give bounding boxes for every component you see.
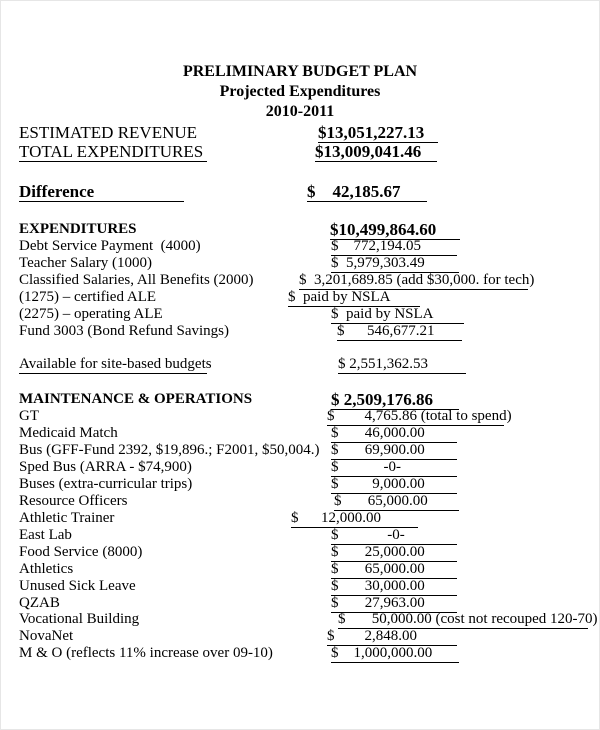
expenditure-item-value: $ 546,677.21 (337, 323, 435, 339)
expenditures-value-underline (315, 161, 437, 162)
site-based-label: Available for site-based budgets (19, 356, 212, 372)
maintenance-item-value: $ 2,848.00 (327, 628, 417, 644)
difference-value: $ 42,185.67 (307, 182, 401, 201)
maintenance-item-label: Vocational Building (19, 611, 140, 627)
document-subtitle: Projected Expenditures (219, 83, 381, 100)
expenditure-item-label: (2275) – operating ALE (19, 306, 163, 322)
expenditure-item-label: Debt Service Payment (4000) (19, 238, 201, 254)
maintenance-item-label: East Lab (19, 527, 72, 543)
site-based-value-underline (338, 373, 466, 374)
maintenance-item-label: Athletic Trainer (19, 510, 115, 526)
expenditures-label-underline (19, 161, 207, 162)
fiscal-year: 2010-2011 (265, 103, 335, 120)
maintenance-item-value: $ 9,000.00 (331, 476, 425, 492)
site-based-value: $ 2,551,362.53 (338, 356, 428, 372)
maintenance-item-label: QZAB (19, 595, 60, 611)
maintenance-item-label: Unused Sick Leave (19, 578, 136, 594)
expenditures-heading: EXPENDITURES (19, 221, 137, 237)
expenditure-item-value: $ 772,194.05 (331, 238, 421, 254)
maintenance-item-underline (331, 662, 459, 663)
maintenance-item-value: $ 65,000.00 (331, 561, 425, 577)
maintenance-item-label: M & O (reflects 11% increase over 09-10) (19, 645, 273, 661)
expenditures-total: $10,499,864.60 (330, 220, 437, 239)
site-based-label-underline (19, 373, 207, 374)
expenditure-item-underline (337, 340, 462, 341)
maintenance-item-label: NovaNet (19, 628, 74, 644)
maintenance-item-value: $ 65,000.00 (334, 493, 428, 509)
expenditure-item-label: Teacher Salary (1000) (19, 255, 153, 271)
difference-label: Difference (19, 182, 95, 201)
maintenance-heading: MAINTENANCE & OPERATIONS (19, 391, 253, 407)
maintenance-item-value: $ -0- (331, 459, 401, 475)
maintenance-item-label: Athletics (19, 561, 74, 577)
document-title: PRELIMINARY BUDGET PLAN (182, 63, 418, 80)
maintenance-item-label: Buses (extra-curricular trips) (19, 476, 193, 492)
revenue-label: ESTIMATED REVENUE (19, 123, 198, 142)
expenditure-item-value: $ paid by NSLA (288, 289, 391, 305)
expenditure-item-label: Classified Salaries, All Benefits (2000) (19, 272, 254, 288)
expenditure-item-label: Fund 3003 (Bond Refund Savings) (19, 323, 229, 339)
maintenance-item-label: GT (19, 408, 39, 424)
maintenance-item-value: $ 1,000,000.00 (331, 645, 433, 661)
maintenance-item-value: $ 12,000.00 (291, 510, 381, 526)
maintenance-item-label: Bus (GFF-Fund 2392, $19,896.; F2001, $50,004.) (19, 442, 320, 458)
maintenance-item-value: $ 4,765.86 (total to spend) (327, 408, 512, 424)
expenditures-total-value: $13,009,041.46 (315, 142, 422, 161)
expenditures-total-label: TOTAL EXPENDITURES (19, 142, 204, 161)
maintenance-item-value: $ 50,000.00 (cost not recouped 120-70) (338, 611, 598, 627)
expenditure-item-label: (1275) – certified ALE (19, 289, 157, 305)
maintenance-item-value: $ 69,900.00 (331, 442, 425, 458)
revenue-value: $13,051,227.13 (318, 123, 425, 142)
expenditure-item-value: $ 5,979,303.49 (331, 255, 425, 271)
expenditure-item-value: $ paid by NSLA (331, 306, 434, 322)
maintenance-item-value: $ 25,000.00 (331, 544, 425, 560)
maintenance-item-label: Sped Bus (ARRA - $74,900) (19, 459, 192, 475)
maintenance-item-value: $ -0- (331, 527, 405, 543)
maintenance-item-value: $ 27,963.00 (331, 595, 425, 611)
difference-label-underline (19, 201, 184, 202)
maintenance-item-value: $ 30,000.00 (331, 578, 425, 594)
maintenance-item-label: Food Service (8000) (19, 544, 143, 560)
maintenance-total: $ 2,509,176.86 (331, 390, 433, 409)
maintenance-item-label: Medicaid Match (19, 425, 118, 441)
expenditure-item-value: $ 3,201,689.85 (add $30,000. for tech) (299, 272, 535, 288)
difference-value-underline (307, 201, 427, 202)
maintenance-item-label: Resource Officers (19, 493, 128, 509)
maintenance-item-value: $ 46,000.00 (331, 425, 425, 441)
